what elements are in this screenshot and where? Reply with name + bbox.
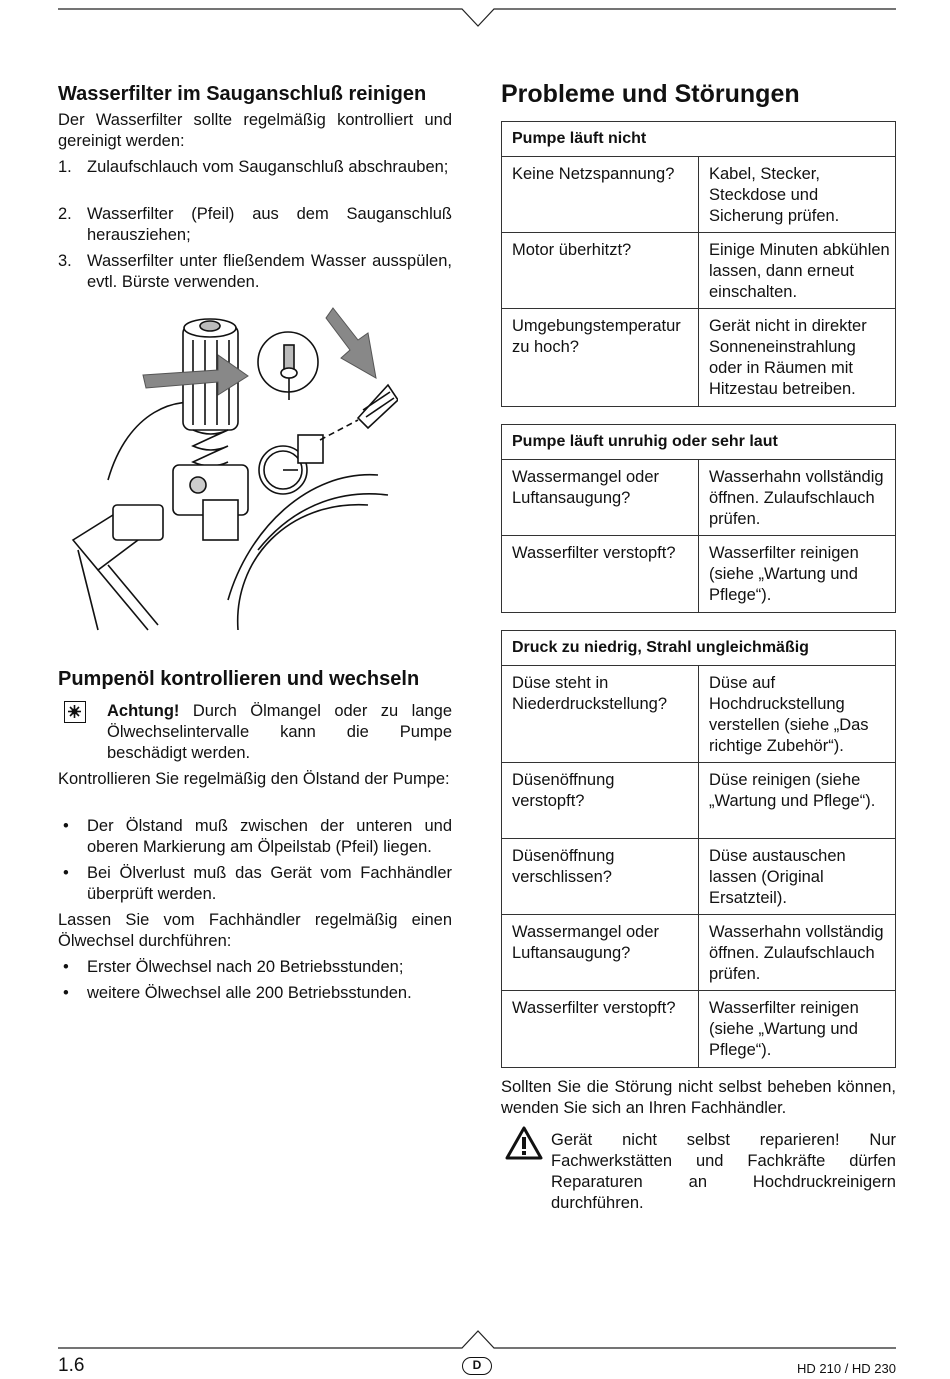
table-row [502,991,895,1067]
solution-cell: Wasserfilter reinigen (siehe „Wartung und Pflege“). [709,544,859,604]
problem-cell: Düsenöffnung verschlissen? [512,847,615,886]
problem-cell: Düse steht in Niederdruckstellung? [512,674,668,713]
attention-icon [64,701,86,723]
problem-cell: Keine Netzspannung? [512,165,675,183]
table-row [502,839,895,915]
oil-warning [107,701,452,764]
table-header: Pumpe läuft nicht [502,122,895,157]
problem-cell: Wasserfilter verstopft? [512,999,676,1017]
solution-cell: Wasserfilter reinigen (siehe „Wartung und Pflege“). [709,999,859,1059]
problem-cell: Wasserfilter verstopft? [512,544,676,562]
troubleshoot-table-2 [501,424,896,613]
solution-cell: Wasserhahn vollständig öffnen. Zulaufschlauch prüfen. [709,923,884,983]
page-title: Probleme und Störungen [501,80,800,108]
model-label: HD 210 / HD 230 [797,1361,896,1376]
table-header: Pumpe läuft unruhig oder sehr laut [502,425,895,460]
warning-triangle-icon [505,1126,543,1160]
table-row [502,157,895,233]
problem-cell: Wassermangel oder Luftansaugung? [512,468,660,507]
bottom-rule [0,1325,950,1355]
change-intro: Lassen Sie vom Fachhändler regelmäßig einen Ölwechsel durchführen: [58,911,452,950]
solution-cell: Düse auf Hochdruckstellung verstellen (siehe „Das richtige Zubehör“). [709,674,869,755]
troubleshoot-table-1 [501,121,896,407]
table-row [502,233,895,309]
pump-filter-illustration [58,300,398,640]
caution-text: Gerät nicht selbst reparieren! Nur Fachwerkstätten und Fachkräfte dürfen Reparaturen an Hochdruckreinigern durchführen. [551,1131,896,1212]
problem-cell: Motor überhitzt? [512,241,632,259]
solution-cell: Einige Minuten abkühlen lassen, dann erneut einschalten. [709,241,890,301]
troubleshoot-table-3 [501,630,896,1068]
solution-cell: Düse austauschen lassen (Original Ersatzteil). [709,847,846,907]
page-number: 1.6 [58,1355,85,1376]
table-row [502,460,895,536]
solution-cell: Kabel, Stecker, Steckdose und Sicherung prüfen. [709,165,840,225]
solution-cell: Gerät nicht in direkter Sonneneinstrahlung oder in Räumen mit Hitzestau betreiben. [709,317,867,398]
problem-cell: Düsenöffnung verstopft? [512,771,615,810]
filter-step-3: 3. Wasserfilter unter fließendem Wasser ausspülen, evtl. Bürste verwenden. [58,252,452,291]
table-row [502,763,895,839]
oil-section-title: Pumpenöl kontrollieren und wechseln [58,668,420,690]
outro-text: Sollten Sie die Störung nicht selbst beheben können, wenden Sie sich an Ihren Fachhändler. [501,1078,896,1117]
table-row [502,309,895,406]
solution-cell: Wasserhahn vollständig öffnen. Zulaufschlauch prüfen. [709,468,884,528]
problem-cell: Umgebungstemperatur zu hoch? [512,317,681,356]
table-row [502,536,895,612]
filter-intro: Der Wasserfilter sollte regelmäßig kontrolliert und gereinigt werden: [58,111,452,150]
table-row [502,666,895,763]
filter-section-title: Wasserfilter im Sauganschluß reinigen [58,83,427,105]
top-rule [0,0,950,40]
table-header: Druck zu niedrig, Strahl ungleichmäßig [502,631,895,666]
country-badge: D [462,1357,492,1375]
check-intro: Kontrollieren Sie regelmäßig den Ölstand der Pumpe: [58,770,450,788]
solution-cell: Düse reinigen (siehe „Wartung und Pflege“). [709,771,876,810]
table-row [502,915,895,991]
filter-step-1: 1. Zulaufschlauch vom Sauganschluß abschrauben; [58,158,449,176]
warning-label: Achtung! [107,702,180,720]
filter-step-2: 2. Wasserfilter (Pfeil) aus dem Sauganschluß herausziehen; [58,205,452,244]
warning-text: Durch Ölmangel oder zu lange Ölwechselintervalle kann die Pumpe beschädigt werden. [107,702,452,762]
problem-cell: Wassermangel oder Luftansaugung? [512,923,660,962]
